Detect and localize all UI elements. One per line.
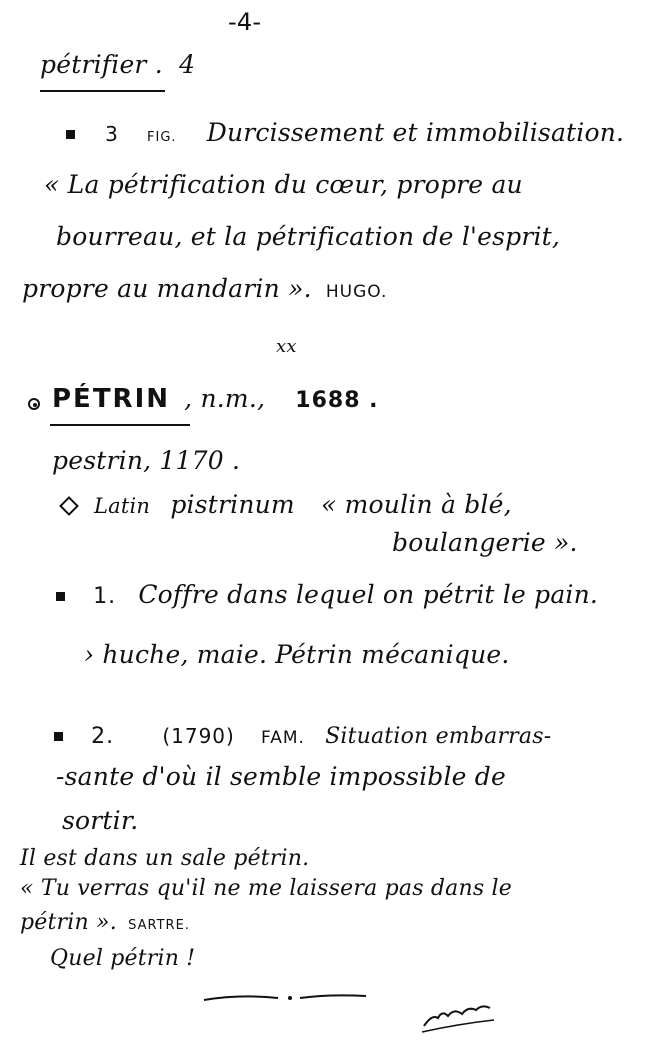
top-entry-label: pétrifier	[40, 50, 147, 79]
quote-line-3	[22, 274, 387, 303]
page-number: -4-	[228, 8, 262, 36]
etym-word: pistrinum	[170, 490, 295, 519]
headword-grammar: , n.m.,	[184, 384, 266, 413]
sense-1-definition: Coffre dans lequel on pétrit le pain.	[138, 580, 599, 609]
etym-line-2: boulangerie ».	[392, 528, 578, 557]
quote-line-2: bourreau, et la pétrification de l'esprit,	[56, 222, 561, 251]
separator-mark: xx	[276, 336, 297, 357]
quote-line-3-text: propre au mandarin ».	[22, 274, 312, 303]
sense-1	[56, 580, 598, 609]
square-bullet-icon	[54, 732, 63, 741]
square-bullet-icon	[66, 130, 75, 139]
headword: PÉTRIN	[52, 384, 171, 414]
etym-lang: Latin	[94, 494, 151, 518]
square-bullet-icon	[56, 592, 65, 601]
example-3: Quel pétrin !	[50, 946, 196, 971]
headword-date: 1688 .	[295, 388, 379, 413]
quote-author: HUGO.	[325, 282, 388, 302]
sense-3-number: 3	[105, 122, 119, 146]
sense-3-definition: Durcissement et immobilisation.	[206, 118, 625, 147]
top-entry-word	[40, 50, 195, 79]
top-entry-underline	[40, 90, 165, 92]
sense-3	[66, 118, 624, 147]
initials-signature-icon	[418, 996, 498, 1036]
quote-line-1: « La pétrification du cœur, propre au	[44, 170, 523, 199]
sense-2-line-2: -sante d'où il semble impossible de	[56, 762, 507, 791]
sense-2-tag: FAM.	[260, 728, 305, 748]
example-1: Il est dans un sale pétrin.	[20, 846, 310, 871]
headword-underline	[50, 424, 190, 426]
example-2-text: pétrin ».	[20, 910, 117, 935]
top-entry-sup: 4	[179, 50, 196, 79]
example-2-line-1: « Tu verras qu'il ne me laissera pas dans le	[20, 876, 512, 901]
sense-2-line-1: Situation embarras-	[325, 724, 552, 749]
example-2-line-2	[20, 910, 190, 935]
etym-line-1	[94, 490, 512, 519]
headword-line	[52, 384, 379, 414]
sense-1-number: 1.	[93, 584, 117, 609]
example-2-author: SARTRE.	[128, 918, 190, 933]
etym-gloss: « moulin à blé,	[321, 490, 512, 519]
top-entry-dot: .	[154, 50, 163, 79]
sense-2-date: (1790)	[162, 724, 235, 748]
headword-circle-bullet-icon	[28, 398, 40, 410]
sense-3-tag: FIG.	[147, 130, 177, 145]
sense-2	[54, 720, 551, 749]
sense-2-number: 2.	[91, 724, 115, 749]
sense-1-synonyms: › huche, maie. Pétrin mécanique.	[84, 640, 510, 669]
etym-diamond-icon	[59, 496, 79, 516]
sense-2-line-3: sortir.	[62, 806, 139, 835]
end-flourish-icon	[200, 988, 370, 1008]
etym-form: pestrin, 1170 .	[52, 446, 241, 475]
